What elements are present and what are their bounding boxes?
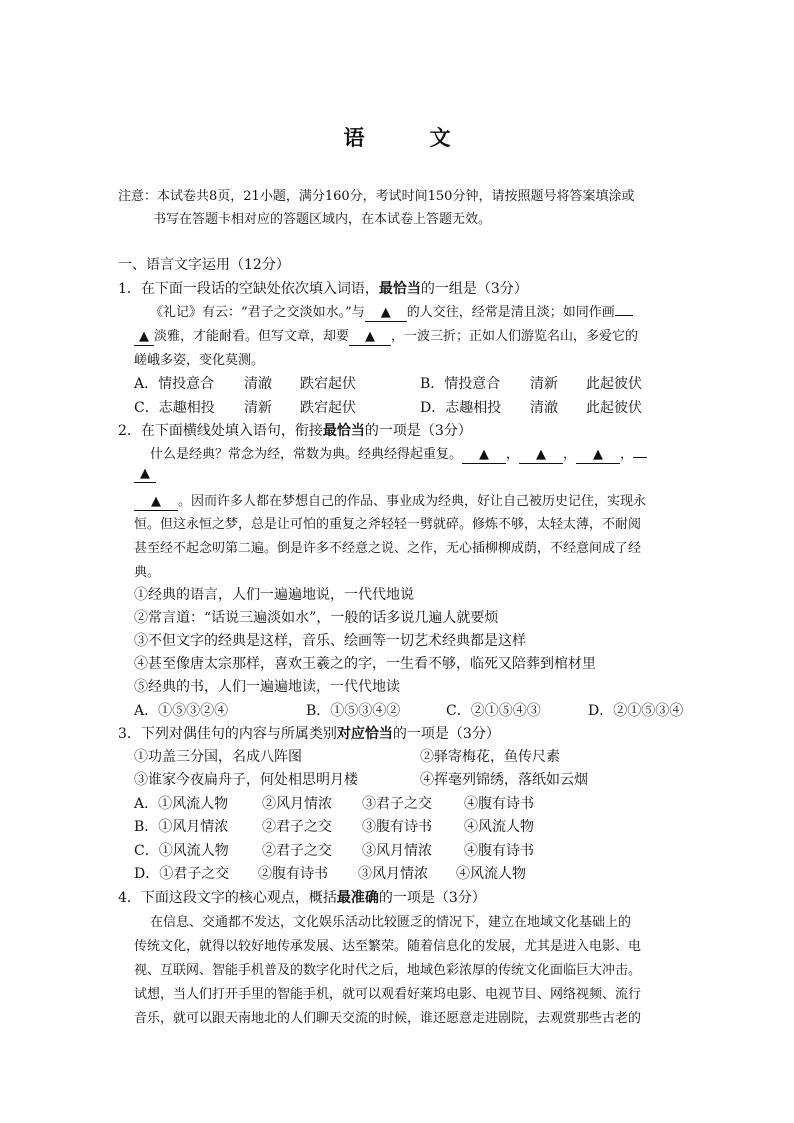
q2-passage-line-3 <box>134 490 646 511</box>
q2-passage-line-5: 甚至经不起念叨第二遍。倒是许多不经意之说、之作，无心插柳柳成荫，不经意间成了经 <box>134 541 642 556</box>
q2-passage-line-4: 恒。但这永恒之梦，总是让可怕的重复之斧轻轻一劈就碎。修炼不够，太轻太薄，不耐阅 <box>134 517 642 532</box>
question-3-stem <box>118 723 500 743</box>
q4-stem-pre: 4．下面这段文字的核心观点，概括 <box>118 890 337 906</box>
q3-items-row-2 <box>134 769 588 789</box>
q2-text: 什么是经典？常念为经，常数为典。经典经得起重复。 <box>150 447 463 462</box>
q2-sep: ， <box>620 447 634 462</box>
question-1-stem <box>118 278 528 298</box>
q1-passage-line-2 <box>134 325 638 346</box>
q1-stem-bold: 最恰当 <box>378 281 421 297</box>
q1-option-a-word: 跌宕起伏 <box>300 376 356 392</box>
q2-item-1: ①经典的语言，人们一遍遍地说，一代代地说 <box>134 587 414 603</box>
q4-passage-line-2: 传统文化，就得以较好地传承发展、达至繁荣。随着信息化的发展，尤其是进入电影、电 <box>134 939 642 954</box>
q2-item-4: ④甚至像唐太宗那样，喜欢王羲之的字，一生看不够，临死又陪葬到棺材里 <box>134 656 596 672</box>
q1-option-a: A．情投意合 <box>134 376 215 392</box>
q1-option-d: D．志趣相投 <box>420 400 502 416</box>
q2-blank-1: ▲ <box>462 447 506 464</box>
q1-text: ，一波三折；正如人们游览名山，多爱它的 <box>391 329 639 344</box>
q3-option-part: ②君子之交 <box>262 843 332 859</box>
q3-option-part: B．①风月情浓 <box>134 819 229 835</box>
q1-option-d-word: 清澈 <box>530 400 558 416</box>
q1-option-a-word: 清澈 <box>244 376 272 392</box>
q3-option-c <box>134 840 534 860</box>
q3-option-d <box>134 863 526 883</box>
q1-option-b-word: 此起彼伏 <box>586 376 642 392</box>
q2-item-2: ②常言道：“话说三遍淡如水”，一般的话多说几遍人就要烦 <box>134 610 499 626</box>
q3-option-part: A．①风流人物 <box>134 796 229 812</box>
q3-item-4: ④挥毫列锦绣，落纸如云烟 <box>420 772 588 788</box>
q2-item-5: ⑤经典的书，人们一遍遍地读，一代代地读 <box>134 679 400 695</box>
q1-options-row-2 <box>134 397 642 417</box>
q3-option-part: ④腹有诗书 <box>464 843 534 859</box>
q2-option-c: C．②①⑤④③ <box>446 703 541 719</box>
q3-option-part: ②风月情浓 <box>262 796 332 812</box>
q2-option-b: B．①⑤③④② <box>306 703 401 719</box>
q3-item-1: ①功盖三分国，名成八阵图 <box>134 749 302 765</box>
section-heading: 一、语言文字运用（12分） <box>118 257 290 273</box>
q1-option-c-word: 清新 <box>244 400 272 416</box>
q3-option-part: ④风流人物 <box>464 819 534 835</box>
q2-blank-2: ▲ <box>519 447 563 464</box>
q2-sep: ， <box>506 447 520 462</box>
q3-option-part: ②腹有诗书 <box>258 866 328 882</box>
q3-option-part: ④风流人物 <box>456 866 526 882</box>
q3-option-part: ②君子之交 <box>262 819 332 835</box>
q3-stem-bold: 对应恰当 <box>336 726 393 742</box>
q3-option-part: ③风月情浓 <box>362 843 432 859</box>
question-2-stem <box>118 420 472 440</box>
q1-option-b-word: 清新 <box>530 376 558 392</box>
notice-line-2: 书写在答题卡相对应的答题区域内，在本试卷上答题无效。 <box>153 212 492 227</box>
q3-stem-pre: 3．下列对偶佳句的内容与所属类别 <box>118 726 337 742</box>
q3-option-part: ③腹有诗书 <box>362 819 432 835</box>
q3-option-part: C．①风流人物 <box>134 843 229 859</box>
q1-text: 淡雅，才能耐看。但写文章，却要 <box>154 329 350 344</box>
q1-passage-line-3: 嵯峨多姿，变化莫测。 <box>134 353 265 368</box>
notice-line-1: 注意：本试卷共8页，21小题，满分160分，考试时间150分钟，请按照题号将答案填涂或 <box>118 189 635 204</box>
q1-blank-3: ▲ <box>349 329 391 346</box>
q2-blank-4-end: ▲ <box>134 466 156 483</box>
q2-text: 。因而许多人都在梦想自己的作品、事业成为经典，好让自己被历史记住，实现永 <box>178 494 647 509</box>
question-4-stem <box>118 887 486 907</box>
page-title: 语 文 <box>343 125 473 150</box>
q4-passage-line-1: 在信息、交通都不发达，文化娱乐活动比较匮乏的情况下，建立在地域文化基础上的 <box>150 915 632 930</box>
q2-blank-3: ▲ <box>576 447 620 464</box>
q4-passage-line-5: 音乐，就可以跟天南地北的人们聊天交流的时候，谁还愿意走进剧院，去观赏那些古老的 <box>134 1011 642 1026</box>
q1-blank-2-end: ▲ <box>134 329 154 346</box>
q3-stem-post: 的一项是（3分） <box>392 726 500 742</box>
q3-option-part: ③君子之交 <box>362 796 432 812</box>
q4-stem-post: 的一项是（3分） <box>378 890 486 906</box>
q1-text: 《礼记》有云：“君子之交淡如水。”与 <box>150 305 365 320</box>
q3-item-3: ③谁家今夜扁舟子，何处相思明月楼 <box>134 772 358 788</box>
q3-option-part: ④腹有诗书 <box>464 796 534 812</box>
q2-option-a: A．①⑤③②④ <box>134 703 229 719</box>
q2-passage-line-6: 典。 <box>134 565 161 580</box>
q1-options-row-1 <box>134 373 642 393</box>
q2-options <box>134 700 683 720</box>
q2-stem-pre: 2．在下面横线处填入语句，衔接 <box>118 423 323 439</box>
q3-option-part: ③风月情浓 <box>358 866 428 882</box>
q2-passage-line-2 <box>134 466 156 483</box>
q2-option-d: D．②①⑤③④ <box>588 703 684 719</box>
q2-item-3: ③不但文字的经典是这样，音乐、绘画等一切艺术经典都是这样 <box>134 633 526 649</box>
q3-option-part: D．①君子之交 <box>134 866 230 882</box>
q1-stem-post: 的一组是（3分） <box>420 281 528 297</box>
q2-stem-post: 的一项是（3分） <box>364 423 472 439</box>
q2-blank-5: ▲ <box>134 494 178 511</box>
q1-option-b: B．情投意合 <box>420 376 501 392</box>
q4-stem-bold: 最准确 <box>336 890 379 906</box>
q1-text: 的人交往，经常是清且淡；如同作画 <box>406 305 615 320</box>
q2-stem-bold: 最恰当 <box>322 423 365 439</box>
q1-option-c: C．志趣相投 <box>134 400 215 416</box>
q2-blank-4-start <box>633 457 647 458</box>
q1-passage-line-1 <box>150 301 633 322</box>
q1-blank-2-start <box>615 315 633 316</box>
q2-passage-line-1 <box>150 443 647 464</box>
q3-option-a <box>134 793 534 813</box>
q2-sep: ， <box>563 447 577 462</box>
q1-option-d-word: 此起彼伏 <box>586 400 642 416</box>
q1-stem-pre: 1．在下面一段话的空缺处依次填入词语， <box>118 281 379 297</box>
q1-blank-1: ▲ <box>365 305 407 322</box>
q3-items-row-1 <box>134 746 560 766</box>
q4-passage-line-4: 试想，当人们打开手里的智能手机，就可以观看好莱坞电影、电视节目、网络视频、流行 <box>134 987 642 1002</box>
q3-item-2: ②驿寄梅花，鱼传尺素 <box>420 749 560 765</box>
q4-passage-line-3: 视、互联网、智能手机普及的数字化时代之后，地域色彩浓厚的传统文化面临巨大冲击。 <box>134 963 642 978</box>
q3-option-b <box>134 816 534 836</box>
q1-option-c-word: 跌宕起伏 <box>300 400 356 416</box>
